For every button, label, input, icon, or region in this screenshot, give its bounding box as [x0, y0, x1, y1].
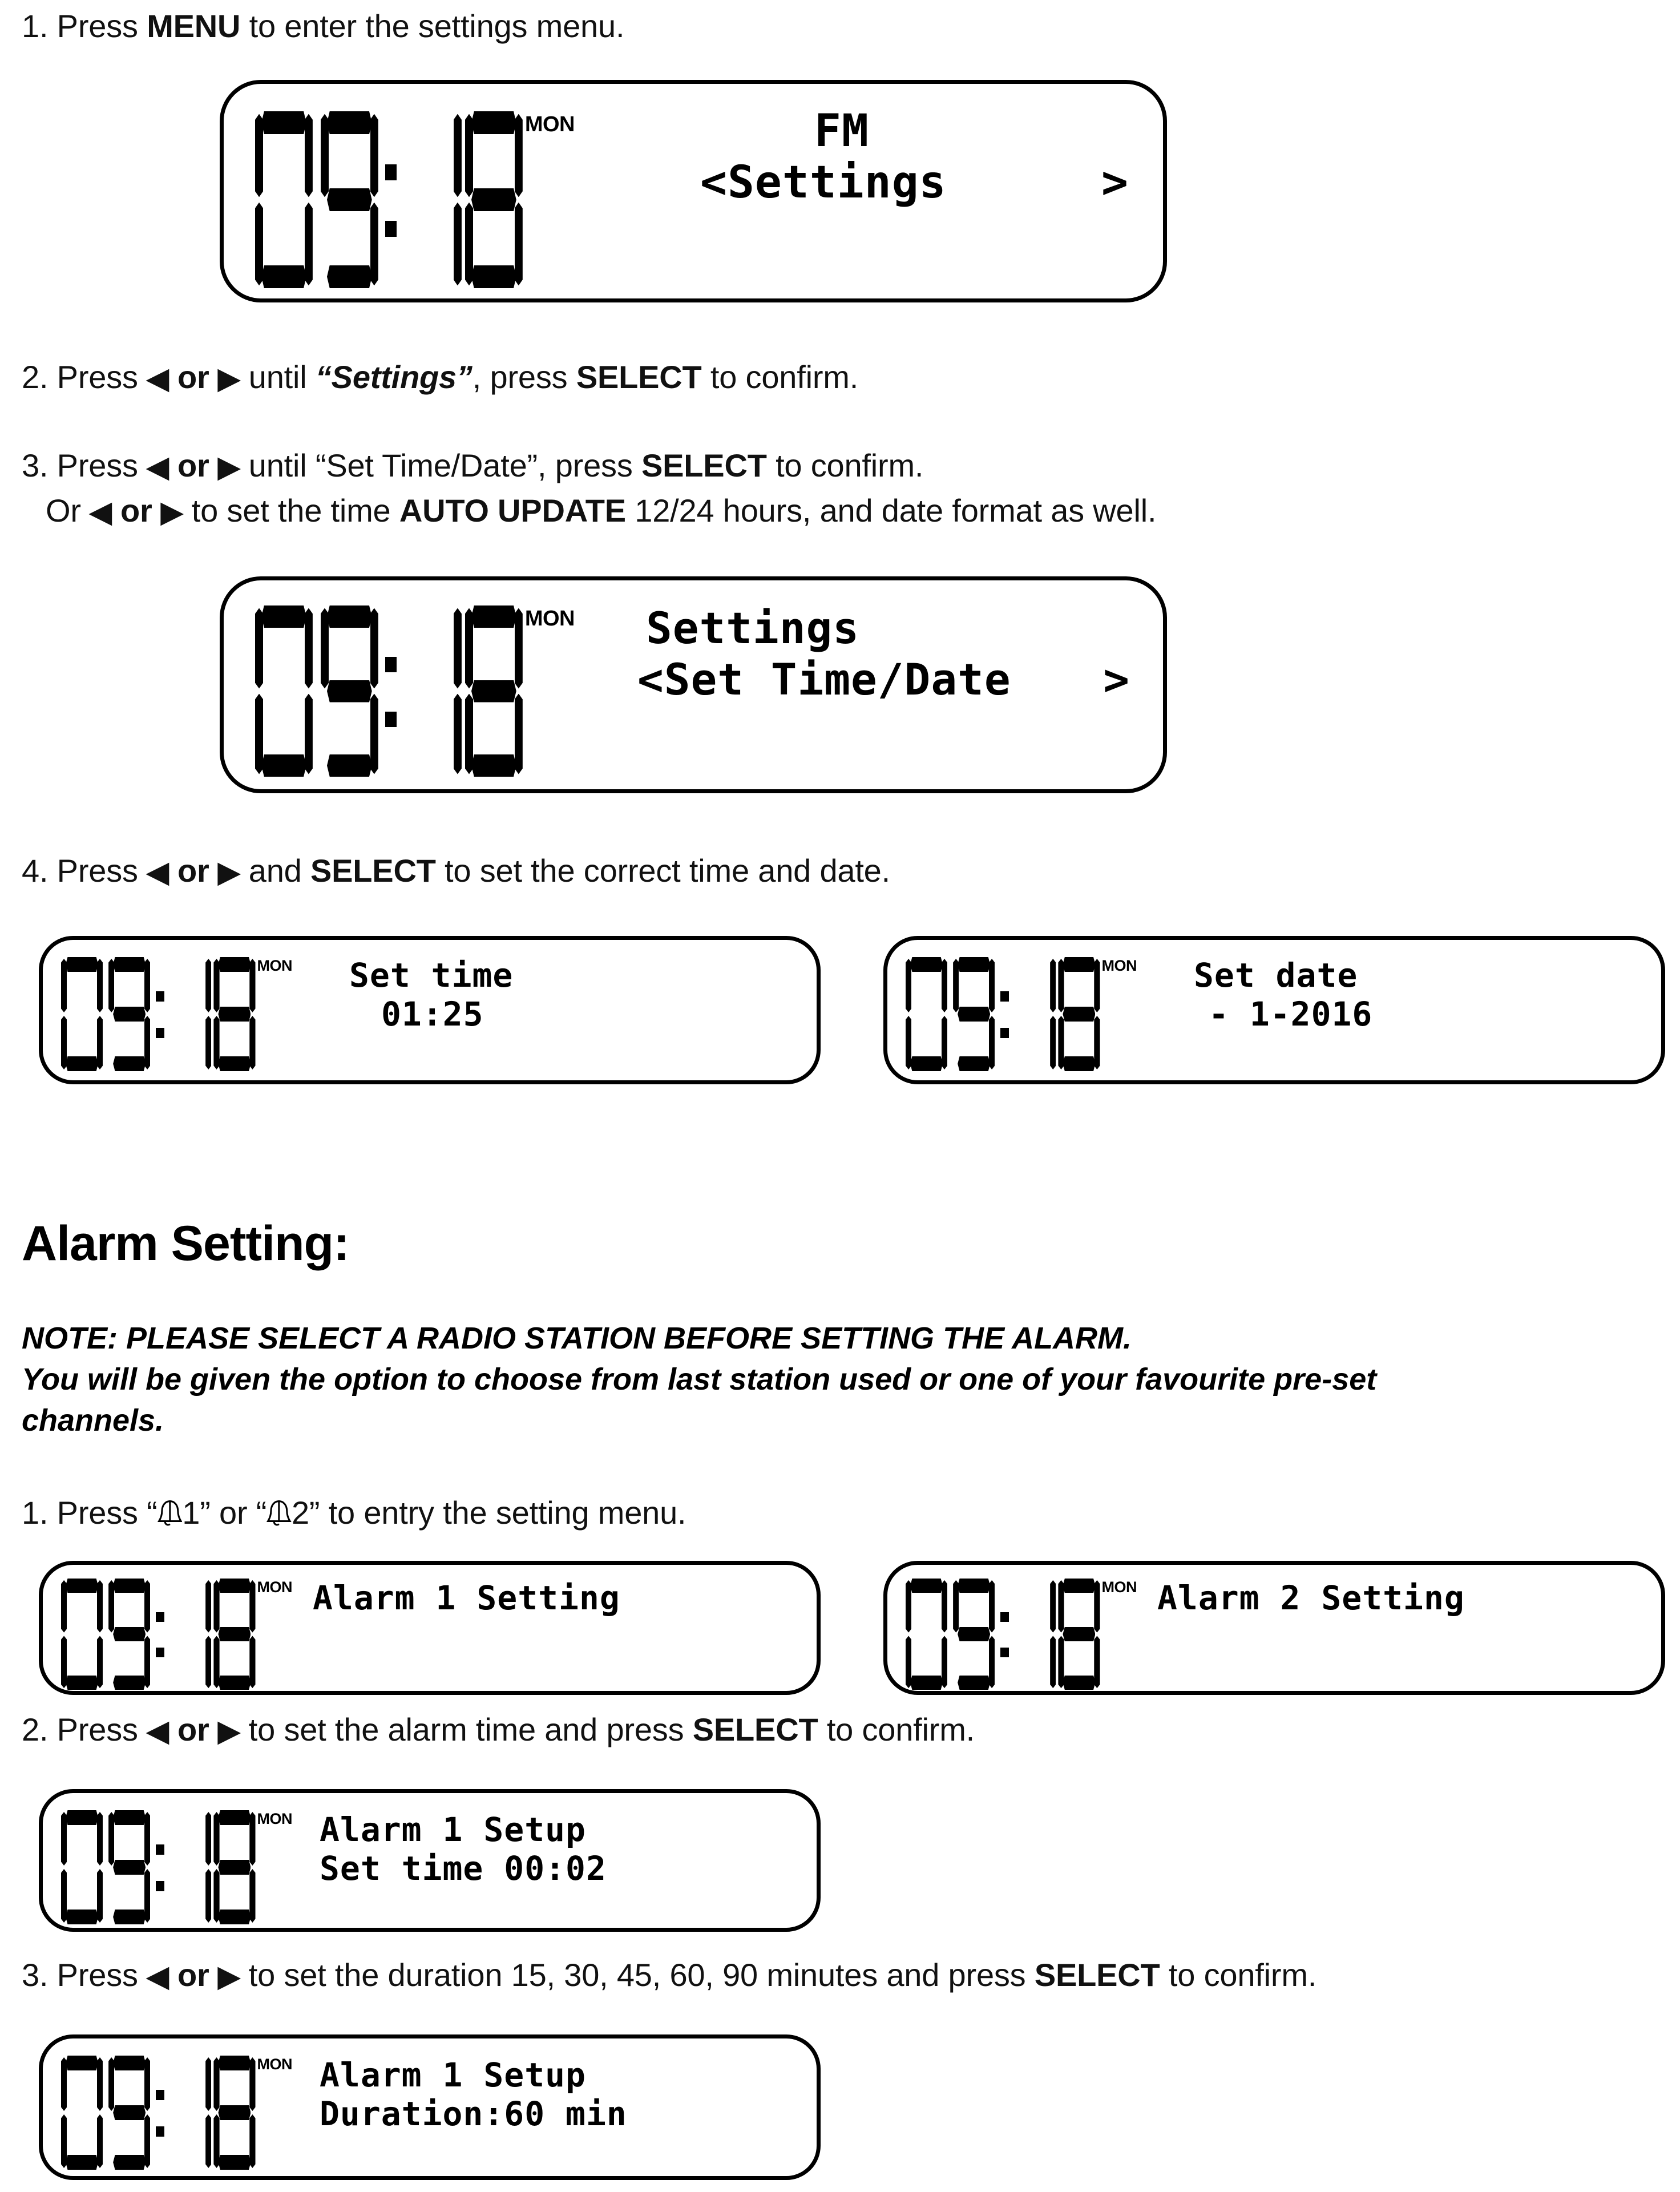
bell-icon: [266, 1499, 292, 1527]
day-indicator-mon: MON: [257, 957, 293, 974]
lcd-line-1: Set time: [344, 957, 799, 994]
day-indicator-mon: MON: [1101, 1579, 1137, 1596]
alarm-note-line-1: NOTE: PLEASE SELECT A RADIO STATION BEFORE SETTING THE ALARM.: [22, 1321, 1132, 1355]
lcd-line-1: Alarm 1 Setup: [320, 1811, 799, 1848]
clock-digit-2: [169, 2056, 211, 2170]
lcd-text-block: [575, 596, 1140, 773]
step-3-l2-t2: or: [111, 492, 161, 528]
lcd-line-2: - 1-2016: [1188, 996, 1644, 1032]
bell-icon: [158, 1499, 183, 1527]
alarm-step-2-t2: or: [168, 1711, 218, 1747]
clock-digit-0: [255, 111, 313, 288]
alarm-step-1: [22, 1492, 686, 1534]
right-arrow-icon: ▶: [160, 495, 183, 528]
select-keyword: SELECT: [310, 853, 436, 889]
alarm-step-3-t3: to set the duration 15, 30, 45, 60, 90 minutes and press: [240, 1957, 1035, 1993]
step-2-t5: to confirm.: [701, 359, 859, 395]
alarm-step-2-t3: to set the alarm time and press: [240, 1711, 693, 1747]
right-arrow-icon: ▶: [217, 856, 240, 888]
clock-digit-3: [465, 111, 523, 288]
settings-step-3: [22, 445, 1156, 532]
lcd-panel-set-time: [39, 936, 821, 1084]
alarm-step-2-t1: Press: [56, 1711, 147, 1747]
step-3-t3: until “Set Time/Date”, press: [240, 447, 641, 483]
step-4-t3: and: [240, 853, 310, 889]
select-keyword: SELECT: [1034, 1957, 1160, 1993]
clock-digit-3: [1058, 957, 1100, 1071]
lcd-line-2: Duration:60 min: [320, 2096, 799, 2132]
step-2-number: 2.: [22, 359, 49, 395]
lcd-panel-alarm-1-setting: [39, 1561, 821, 1695]
alarm-step-3-t2: or: [168, 1957, 218, 1993]
clock-digit-1: [321, 605, 378, 777]
lcd-line-1: Settings: [637, 604, 1140, 652]
settings-step-1: [22, 6, 624, 47]
clock-colon: [378, 111, 404, 288]
menu-keyword: MENU: [147, 8, 241, 44]
lcd-line-2: <Settings: [649, 158, 947, 207]
alarm-note-line-3: channels.: [22, 1403, 164, 1438]
lcd-clock-block: [906, 1574, 1137, 1682]
auto-update-keyword: AUTO UPDATE: [399, 492, 626, 528]
clock-digit-3: [465, 605, 523, 777]
lcd-clock-block: [61, 1574, 292, 1682]
alarm-setting-heading: Alarm Setting:: [22, 1216, 349, 1271]
clock-digit-2: [1014, 957, 1056, 1071]
clock-colon: [150, 2056, 169, 2170]
clock-colon: [995, 957, 1014, 1071]
day-indicator-mon: MON: [257, 2056, 293, 2073]
step-2-t2: or: [168, 359, 218, 395]
step-3-line-1: [22, 445, 1156, 487]
lcd-line-1: FM: [649, 107, 1140, 156]
lcd-line-2: 01:25: [344, 996, 799, 1032]
lcd-text-block: [292, 1574, 799, 1682]
lcd-text-block: [1137, 1574, 1644, 1682]
alarm-step-1-b1: 1: [182, 1495, 200, 1531]
step-3-t4: to confirm.: [766, 447, 924, 483]
lcd-panel-alarm-1-setup-time: [39, 1789, 821, 1932]
clock-digit-0: [61, 1810, 103, 1924]
lcd-text-block: [1137, 950, 1644, 1070]
lcd-panel-alarm-2-setting: [883, 1561, 1665, 1695]
clock-digit-3: [213, 957, 255, 1071]
left-arrow-icon: ◀: [147, 1960, 169, 1992]
clock-digit-2: [1014, 1579, 1056, 1690]
clock-digit-1: [108, 957, 150, 1071]
left-arrow-icon: ◀: [90, 495, 112, 528]
lcd-clock-block: [906, 950, 1137, 1070]
clock-digit-0: [61, 957, 103, 1071]
left-arrow-icon: ◀: [147, 856, 169, 888]
step-4-t1: Press: [56, 853, 147, 889]
clock-digit-1: [108, 1810, 150, 1924]
right-arrow-icon: ▶: [217, 451, 240, 483]
right-arrow-icon: ▶: [217, 1960, 240, 1992]
clock-digit-0: [61, 2056, 103, 2170]
clock-digit-2: [169, 1579, 211, 1690]
clock-digit-2: [404, 605, 462, 777]
clock-digit-3: [1058, 1579, 1100, 1690]
alarm-step-1-t2: ” or “: [200, 1495, 267, 1531]
lcd-panel-set-time-date: [220, 576, 1167, 793]
lcd-line-1: Alarm 1 Setup: [320, 2057, 799, 2093]
day-indicator-mon: MON: [257, 1579, 293, 1596]
lcd-panel-settings-menu: [220, 80, 1167, 302]
clock-colon: [378, 605, 404, 777]
right-arrow-icon: ▶: [217, 1715, 240, 1747]
day-indicator-mon: MON: [257, 1810, 293, 1827]
step-1-text-post: to enter the settings menu.: [240, 8, 625, 44]
lcd-line-2: Set time 00:02: [320, 1850, 799, 1887]
alarm-step-3-t1: Press: [56, 1957, 147, 1993]
step-3-l2-t4: 12/24 hours, and date format as well.: [625, 492, 1157, 528]
clock-digit-3: [213, 2056, 255, 2170]
lcd-line-1: Alarm 2 Setting: [1157, 1580, 1644, 1616]
lcd-text-block: [575, 101, 1140, 281]
lcd-text-block: [292, 2048, 799, 2167]
clock-digit-1: [108, 1579, 150, 1690]
step-3-l2-t3: to set the time: [183, 492, 399, 528]
day-indicator-mon: MON: [524, 607, 575, 631]
left-arrow-icon: ◀: [147, 451, 169, 483]
clock-digit-1: [321, 111, 378, 288]
day-indicator-mon: MON: [1101, 957, 1137, 974]
right-arrow-icon: ▶: [217, 362, 240, 394]
alarm-note-line-2: You will be given the option to choose from last station used or one of your favourite pre-set: [22, 1362, 1377, 1396]
clock-digit-0: [255, 605, 313, 777]
clock-digit-0: [906, 957, 947, 1071]
step-4-t2: or: [168, 853, 218, 889]
lcd-clock-block: [255, 101, 575, 281]
lcd-line-1: Set date: [1188, 957, 1644, 994]
clock-digit-3: [213, 1810, 255, 1924]
lcd-next-arrow: >: [1101, 158, 1140, 207]
clock-digit-3: [213, 1579, 255, 1690]
step-3-l2-t1: Or: [46, 492, 90, 528]
alarm-step-1-t1: Press “: [56, 1495, 158, 1531]
step-3-t1: Press: [56, 447, 147, 483]
alarm-step-1-b2: 2: [291, 1495, 309, 1531]
step-1-text-pre: Press: [56, 8, 147, 44]
step-1-number: 1.: [22, 8, 49, 44]
left-arrow-icon: ◀: [147, 362, 169, 394]
lcd-clock-block: [61, 950, 292, 1070]
lcd-line-2: <Set Time/Date: [637, 654, 1011, 705]
clock-digit-0: [61, 1579, 103, 1690]
clock-colon: [150, 1579, 169, 1690]
lcd-panel-alarm-1-setup-duration: [39, 2034, 821, 2180]
clock-digit-1: [953, 1579, 995, 1690]
select-keyword: SELECT: [641, 447, 767, 483]
lcd-panel-set-date: [883, 936, 1665, 1084]
clock-colon: [150, 957, 169, 1071]
settings-quoted: “Settings”: [315, 359, 472, 395]
select-keyword: SELECT: [576, 359, 702, 395]
step-4-number: 4.: [22, 853, 49, 889]
lcd-line-1: Alarm 1 Setting: [313, 1580, 799, 1616]
clock-digit-1: [108, 2056, 150, 2170]
alarm-step-2-number: 2.: [22, 1711, 49, 1747]
clock-colon: [995, 1579, 1014, 1690]
left-arrow-icon: ◀: [147, 1715, 169, 1747]
clock-colon: [150, 1810, 169, 1924]
alarm-step-3-number: 3.: [22, 1957, 49, 1993]
alarm-step-1-number: 1.: [22, 1495, 49, 1531]
alarm-note: [22, 1318, 1648, 1441]
step-2-t3: until: [240, 359, 316, 395]
clock-digit-0: [906, 1579, 947, 1690]
select-keyword: SELECT: [692, 1711, 818, 1747]
alarm-step-2: [22, 1709, 975, 1751]
step-3-number: 3.: [22, 447, 49, 483]
lcd-next-arrow: >: [1103, 656, 1140, 704]
step-3-line-2: [22, 490, 1156, 532]
alarm-step-1-t3: ” to entry the setting menu.: [309, 1495, 686, 1531]
step-3-t2: or: [168, 447, 218, 483]
step-2-t1: Press: [56, 359, 147, 395]
settings-step-2: [22, 357, 858, 398]
lcd-text-block: [292, 950, 799, 1070]
day-indicator-mon: MON: [524, 112, 575, 136]
clock-digit-2: [169, 1810, 211, 1924]
step-2-t4: , press: [472, 359, 576, 395]
clock-digit-1: [953, 957, 995, 1071]
clock-digit-2: [404, 111, 462, 288]
lcd-clock-block: [255, 596, 575, 773]
lcd-clock-block: [61, 1802, 292, 1919]
alarm-step-2-t4: to confirm.: [818, 1711, 975, 1747]
alarm-step-3-t4: to confirm.: [1160, 1957, 1317, 1993]
lcd-clock-block: [61, 2048, 292, 2167]
step-4-t4: to set the correct time and date.: [435, 853, 890, 889]
alarm-step-3: [22, 1955, 1316, 1996]
lcd-text-block: [292, 1802, 799, 1919]
settings-step-4: [22, 850, 890, 892]
clock-digit-2: [169, 957, 211, 1071]
